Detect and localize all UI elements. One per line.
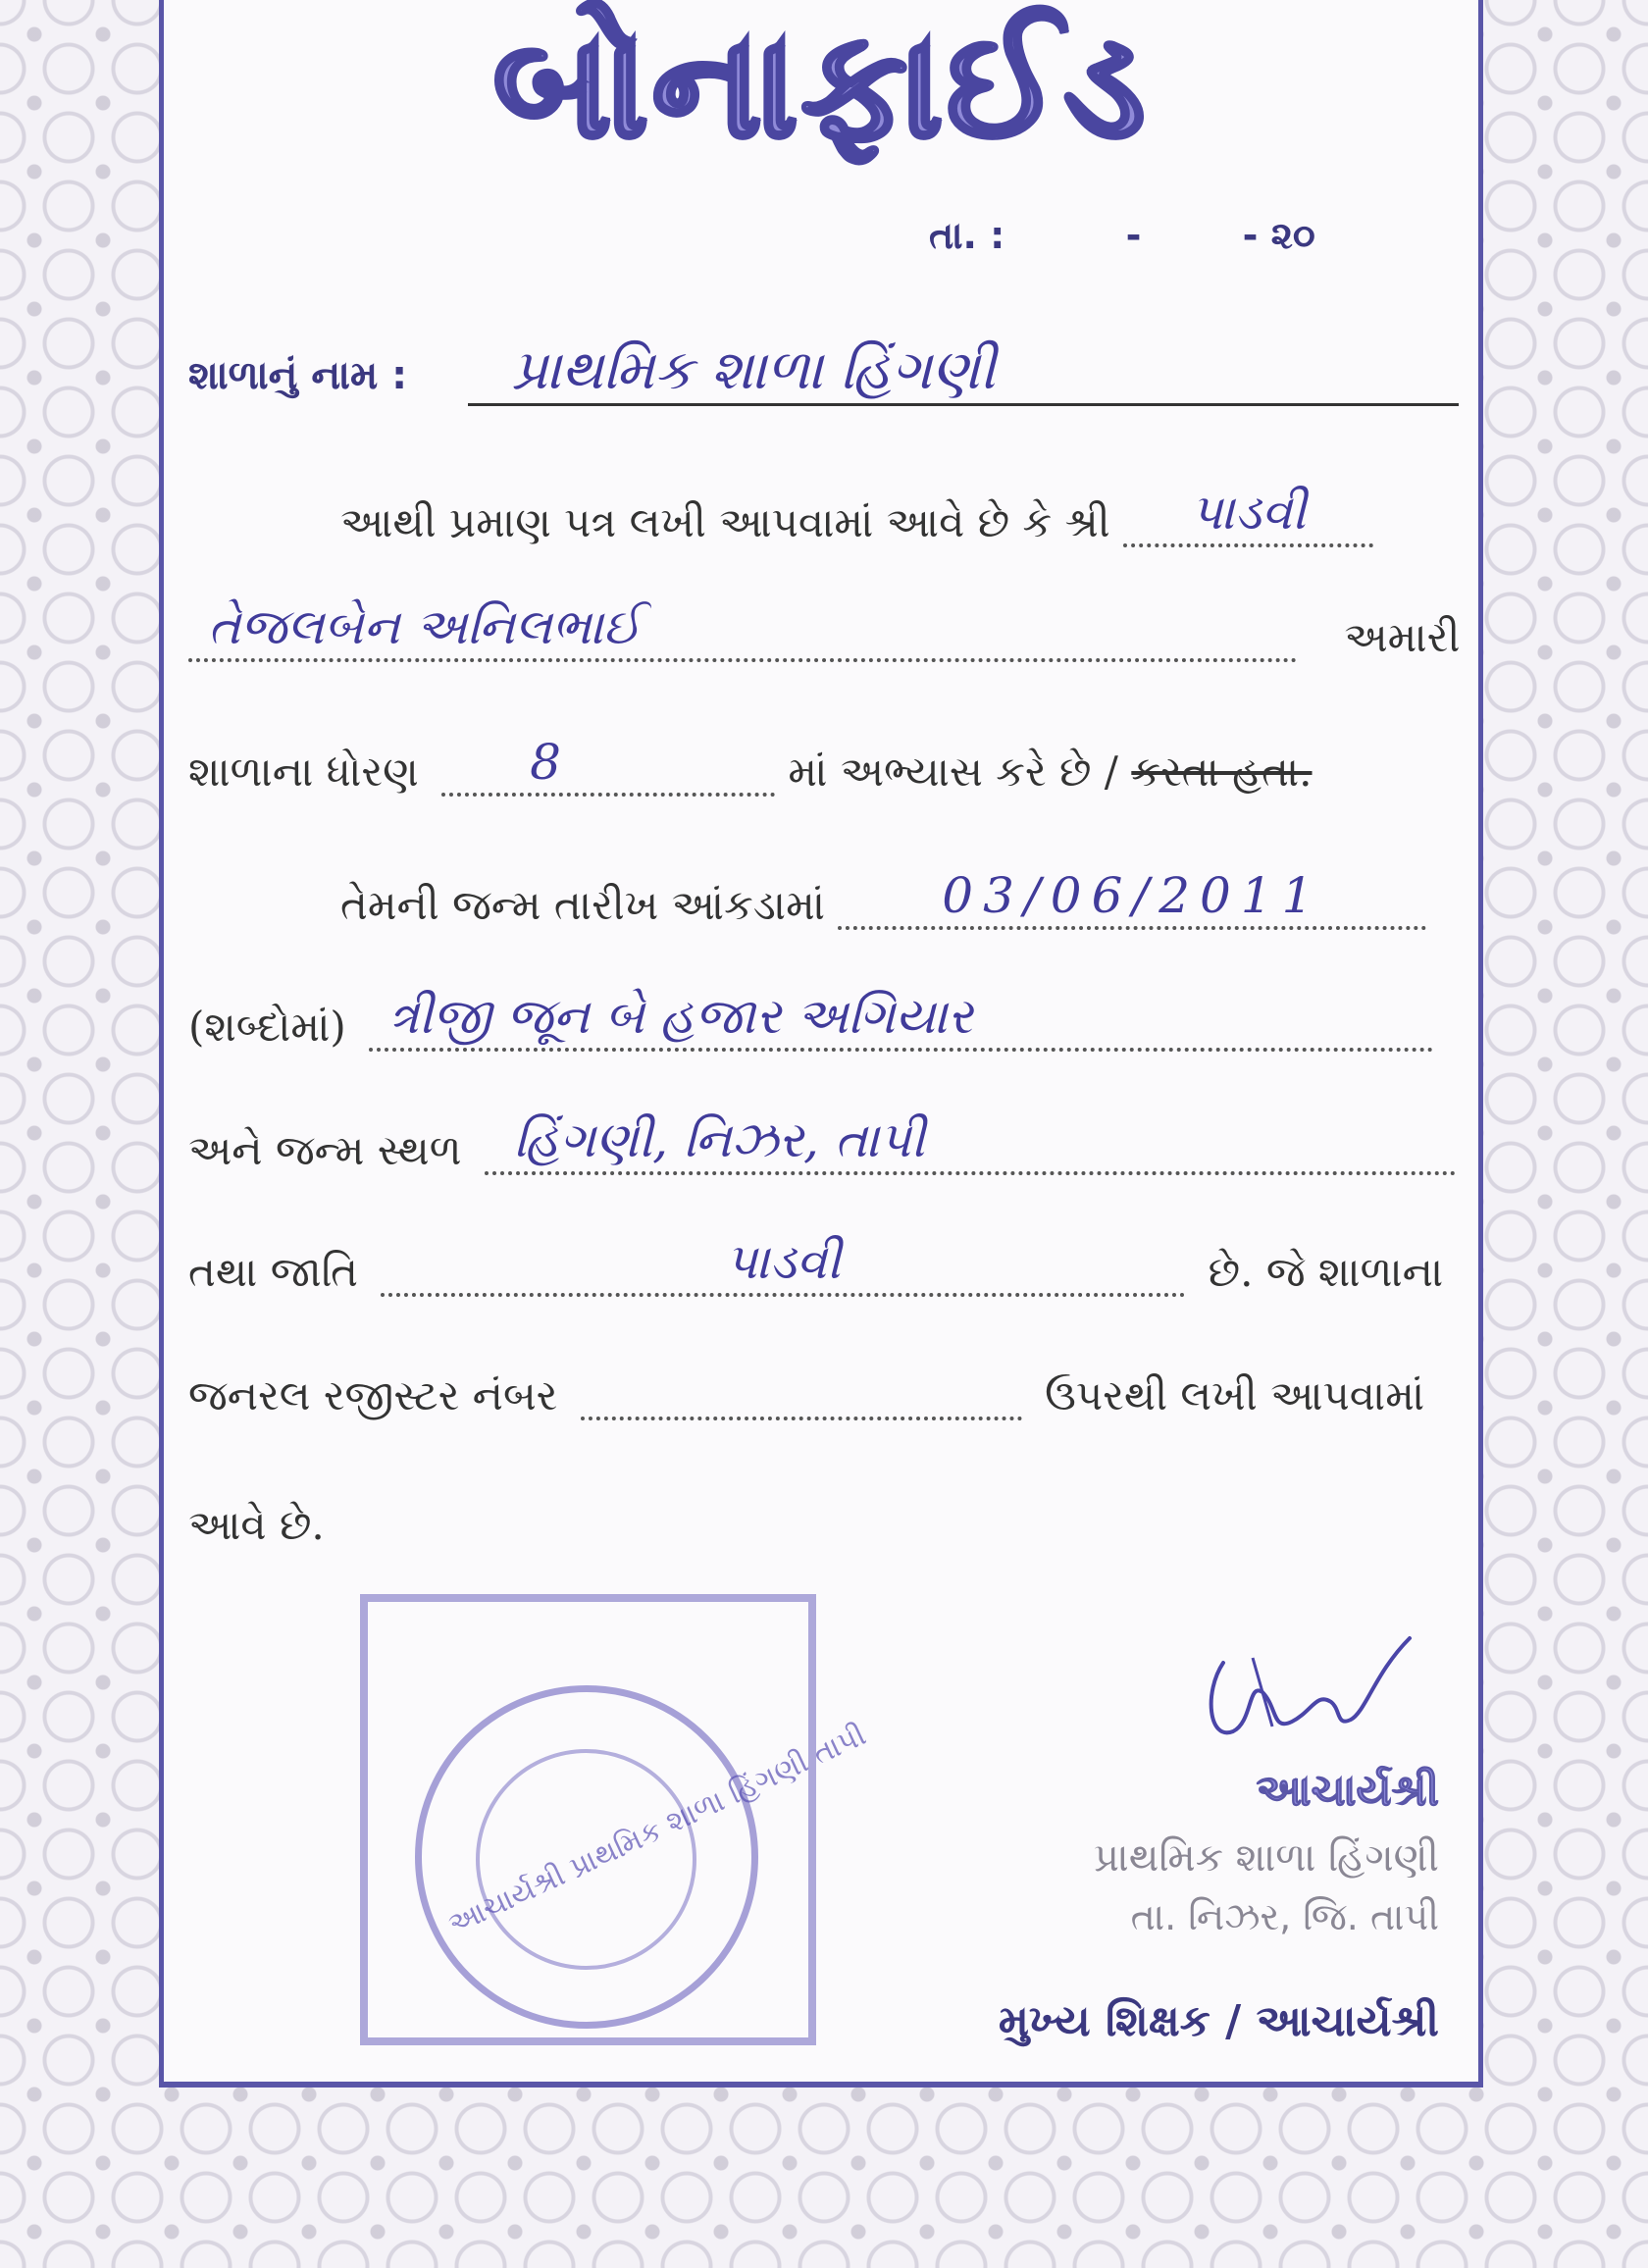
date-separator-2: - ૨૦ [1242, 214, 1315, 257]
register-suffix-text: ઉપરથી લખી આપવામાં [1045, 1371, 1425, 1419]
footer-role: મુખ્ય શિક્ષક / આચાર્યશ્રી [998, 1996, 1439, 2046]
dob-value: 03/06/2011 [942, 867, 1323, 924]
dob-line [340, 867, 1426, 930]
certificate-title: બોનાફાઈડ [492, 0, 1150, 171]
surname-field [1123, 484, 1373, 547]
date-separator-1: - [1125, 214, 1142, 257]
intro-text: આથી પ્રમાણ પત્ર લખી આપવામાં આવે છે કે શ્રી [340, 498, 1110, 546]
intro-line [340, 484, 1373, 547]
register-label: જનરલ રજીસ્ટર નંબર [188, 1371, 558, 1419]
studying-text: માં અભ્યાસ કરે છે / [788, 747, 1118, 796]
signature-school: પ્રાથમિક શાળા હિંગણી [1093, 1835, 1439, 1881]
birthplace-line [188, 1111, 1456, 1175]
caste-line [188, 1233, 1444, 1297]
caste-suffix-text: છે. જે શાળાના [1208, 1248, 1444, 1296]
standard-field [441, 734, 775, 797]
school-name-label: શાળાનું નામ : [188, 353, 408, 398]
surname-value: પાડવી [1190, 484, 1307, 541]
dob-label: તેમની જન્મ તારીખ આંકડામાં [340, 881, 826, 929]
student-name-field [188, 598, 1297, 662]
standard-label: શાળાના ધોરણ [188, 747, 419, 796]
dob-field [838, 867, 1426, 930]
student-name-value: તેજલબેન અનિલભાઈ [208, 598, 642, 655]
school-name-value: પ્રાથમિક શાળા હિંગણી [468, 338, 1459, 406]
standard-line [188, 734, 1313, 797]
birthplace-label: અને જન્મ સ્થળ [188, 1126, 462, 1174]
signature-scribble-icon [1194, 1633, 1419, 1751]
date-field [929, 214, 1315, 258]
certificate-sheet [159, 0, 1483, 2088]
standard-value: 8 [530, 734, 561, 791]
school-stamp [360, 1594, 872, 2045]
caste-value: પાડવી [725, 1233, 842, 1290]
dob-words-field [369, 988, 1433, 1052]
name-line [188, 598, 1461, 662]
words-label: (શબ્દોમાં) [188, 1003, 346, 1051]
studied-struck-text: કરતા હતા. [1131, 747, 1313, 796]
stamp-text: આચાર્યશ્રી પ્રાથમિક શાળા હિંગણી તાપી [442, 1718, 872, 1942]
dob-words-value: ત્રીજી જૂન બે હજાર અગિયાર [388, 988, 973, 1045]
caste-label: તથા જાતિ [188, 1248, 358, 1296]
register-line [188, 1371, 1424, 1420]
our-text: અમારી [1344, 613, 1461, 661]
signature-address: તા. નિઝર, જિ. તાપી [1130, 1895, 1439, 1938]
birthplace-value: હિંગણી, નિઝર, તાપી [513, 1111, 925, 1168]
closing-line: આવે છે. [188, 1501, 325, 1549]
date-label: તા. : [929, 214, 1005, 257]
signature-title: આચાર્યશ્રી [1256, 1766, 1439, 1816]
signature-block [1094, 1766, 1439, 1939]
register-field [581, 1373, 1022, 1420]
birthplace-field [485, 1111, 1456, 1175]
caste-field [381, 1233, 1185, 1297]
dob-words-line [188, 988, 1433, 1052]
